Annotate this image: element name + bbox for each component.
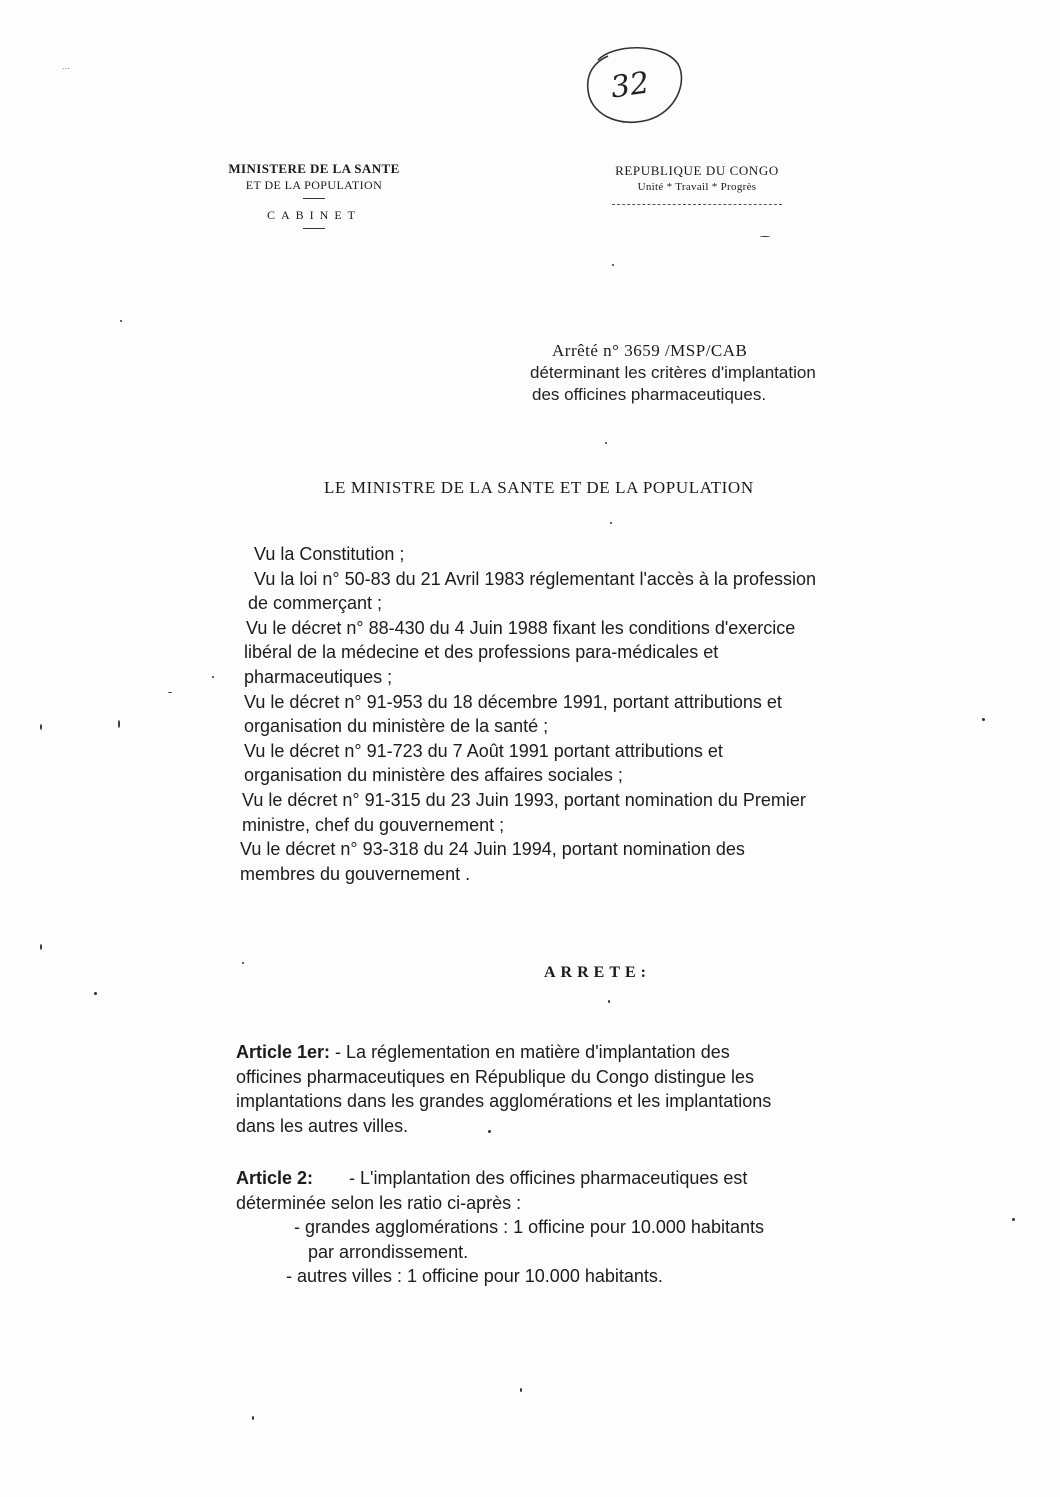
article-line: - La réglementation en matière d'implantation des: [330, 1042, 730, 1062]
scan-speck: [605, 442, 607, 444]
scan-speck: [488, 1130, 491, 1133]
scan-speck: [610, 522, 612, 524]
scan-speck: [982, 718, 985, 721]
scan-speck: [1012, 1218, 1015, 1221]
visa-line: Vu la Constitution ;: [254, 544, 405, 564]
page-number-stamp: [578, 42, 688, 128]
visas-list: [240, 542, 960, 886]
scan-speck: [168, 692, 172, 693]
visa-line: organisation du ministère de la santé ;: [244, 716, 549, 737]
article-line: - L'implantation des officines pharmaceutiques est: [349, 1168, 748, 1188]
republic-name: REPUBLIQUE DU CONGO: [615, 163, 779, 178]
arrete-title-block: [530, 340, 952, 406]
ratio-list: [286, 1215, 936, 1289]
article-line: déterminée selon les ratio ci-après :: [236, 1192, 522, 1213]
republic-motto: Unité * Travail * Progrès: [637, 181, 757, 193]
cabinet-label: CABINET: [267, 208, 361, 222]
article-line: dans les autres villes.: [236, 1115, 409, 1136]
article-label: Article 1er:: [236, 1042, 331, 1062]
ministry-block: [198, 160, 430, 237]
visa-line: Vu le décret n° 88-430 du 4 Juin 1988 fixant les conditions d'exercice: [246, 617, 796, 638]
article-line: officines pharmaceutiques en République du Congo distingue les: [236, 1066, 755, 1087]
article-label: Article 2:: [236, 1168, 314, 1188]
visa-line: Vu le décret n° 91-315 du 23 Juin 1993, portant nomination du Premier: [242, 789, 806, 810]
arrete-number: Arrêté n° 3659 /MSP/CAB: [552, 341, 748, 360]
scan-speck: [520, 1388, 522, 1392]
divider: [303, 198, 325, 199]
scan-speck: [212, 676, 214, 678]
visa-line: Vu le décret n° 91-723 du 7 Août 1991 portant attributions et: [244, 740, 723, 761]
visa-line: membres du gouvernement .: [240, 863, 471, 884]
scan-speck: [760, 236, 770, 237]
visa-line: ministre, chef du gouvernement ;: [242, 814, 505, 835]
scan-speck: [118, 720, 120, 728]
article-2: [236, 1166, 936, 1289]
scan-speck: [252, 1416, 254, 1420]
page-number: 32: [608, 65, 652, 106]
arrete-description-line1: déterminant les critères d'implantation: [530, 363, 816, 382]
divider: [612, 204, 782, 205]
arrete-description-line2: des officines pharmaceutiques.: [532, 385, 767, 404]
ratio-item: - autres villes : 1 officine pour 10.000 habitants.: [286, 1266, 663, 1286]
scan-speck: [94, 992, 97, 995]
article-1: [236, 1040, 936, 1138]
scan-speck: [608, 1000, 610, 1003]
scan-speck: [120, 320, 122, 322]
visa-line: de commerçant ;: [248, 593, 383, 614]
ratio-item: - grandes agglomérations : 1 officine pour 10.000 habitants: [294, 1217, 764, 1237]
visa-line: Vu le décret n° 91-953 du 18 décembre 1991, portant attributions et: [244, 691, 782, 712]
corner-mark: ...: [61, 61, 71, 72]
arrete-heading: ARRETE:: [544, 964, 652, 981]
minister-title: LE MINISTRE DE LA SANTE ET DE LA POPULATION: [324, 478, 754, 497]
ministry-line1: MINISTERE DE LA SANTE: [228, 161, 400, 176]
ratio-item-continuation: par arrondissement.: [308, 1241, 469, 1262]
scan-speck: [242, 962, 244, 964]
scan-speck: [40, 944, 42, 950]
ministry-line2: ET DE LA POPULATION: [245, 178, 383, 192]
article-line: implantations dans les grandes agglomérations et les implantations: [236, 1091, 772, 1111]
scan-speck: [612, 264, 614, 266]
visa-line: Vu la loi n° 50-83 du 21 Avril 1983 réglementant l'accès à la profession: [254, 568, 816, 589]
visa-line: libéral de la médecine et des professions para-médicales et: [244, 642, 719, 663]
visa-line: pharmaceutiques ;: [244, 666, 393, 687]
visa-line: Vu le décret n° 93-318 du 24 Juin 1994, portant nomination des: [240, 839, 745, 860]
scan-speck: [40, 724, 42, 730]
republic-block: [582, 162, 812, 205]
visa-line: organisation du ministère des affaires sociales ;: [244, 765, 623, 786]
divider: [303, 228, 325, 229]
